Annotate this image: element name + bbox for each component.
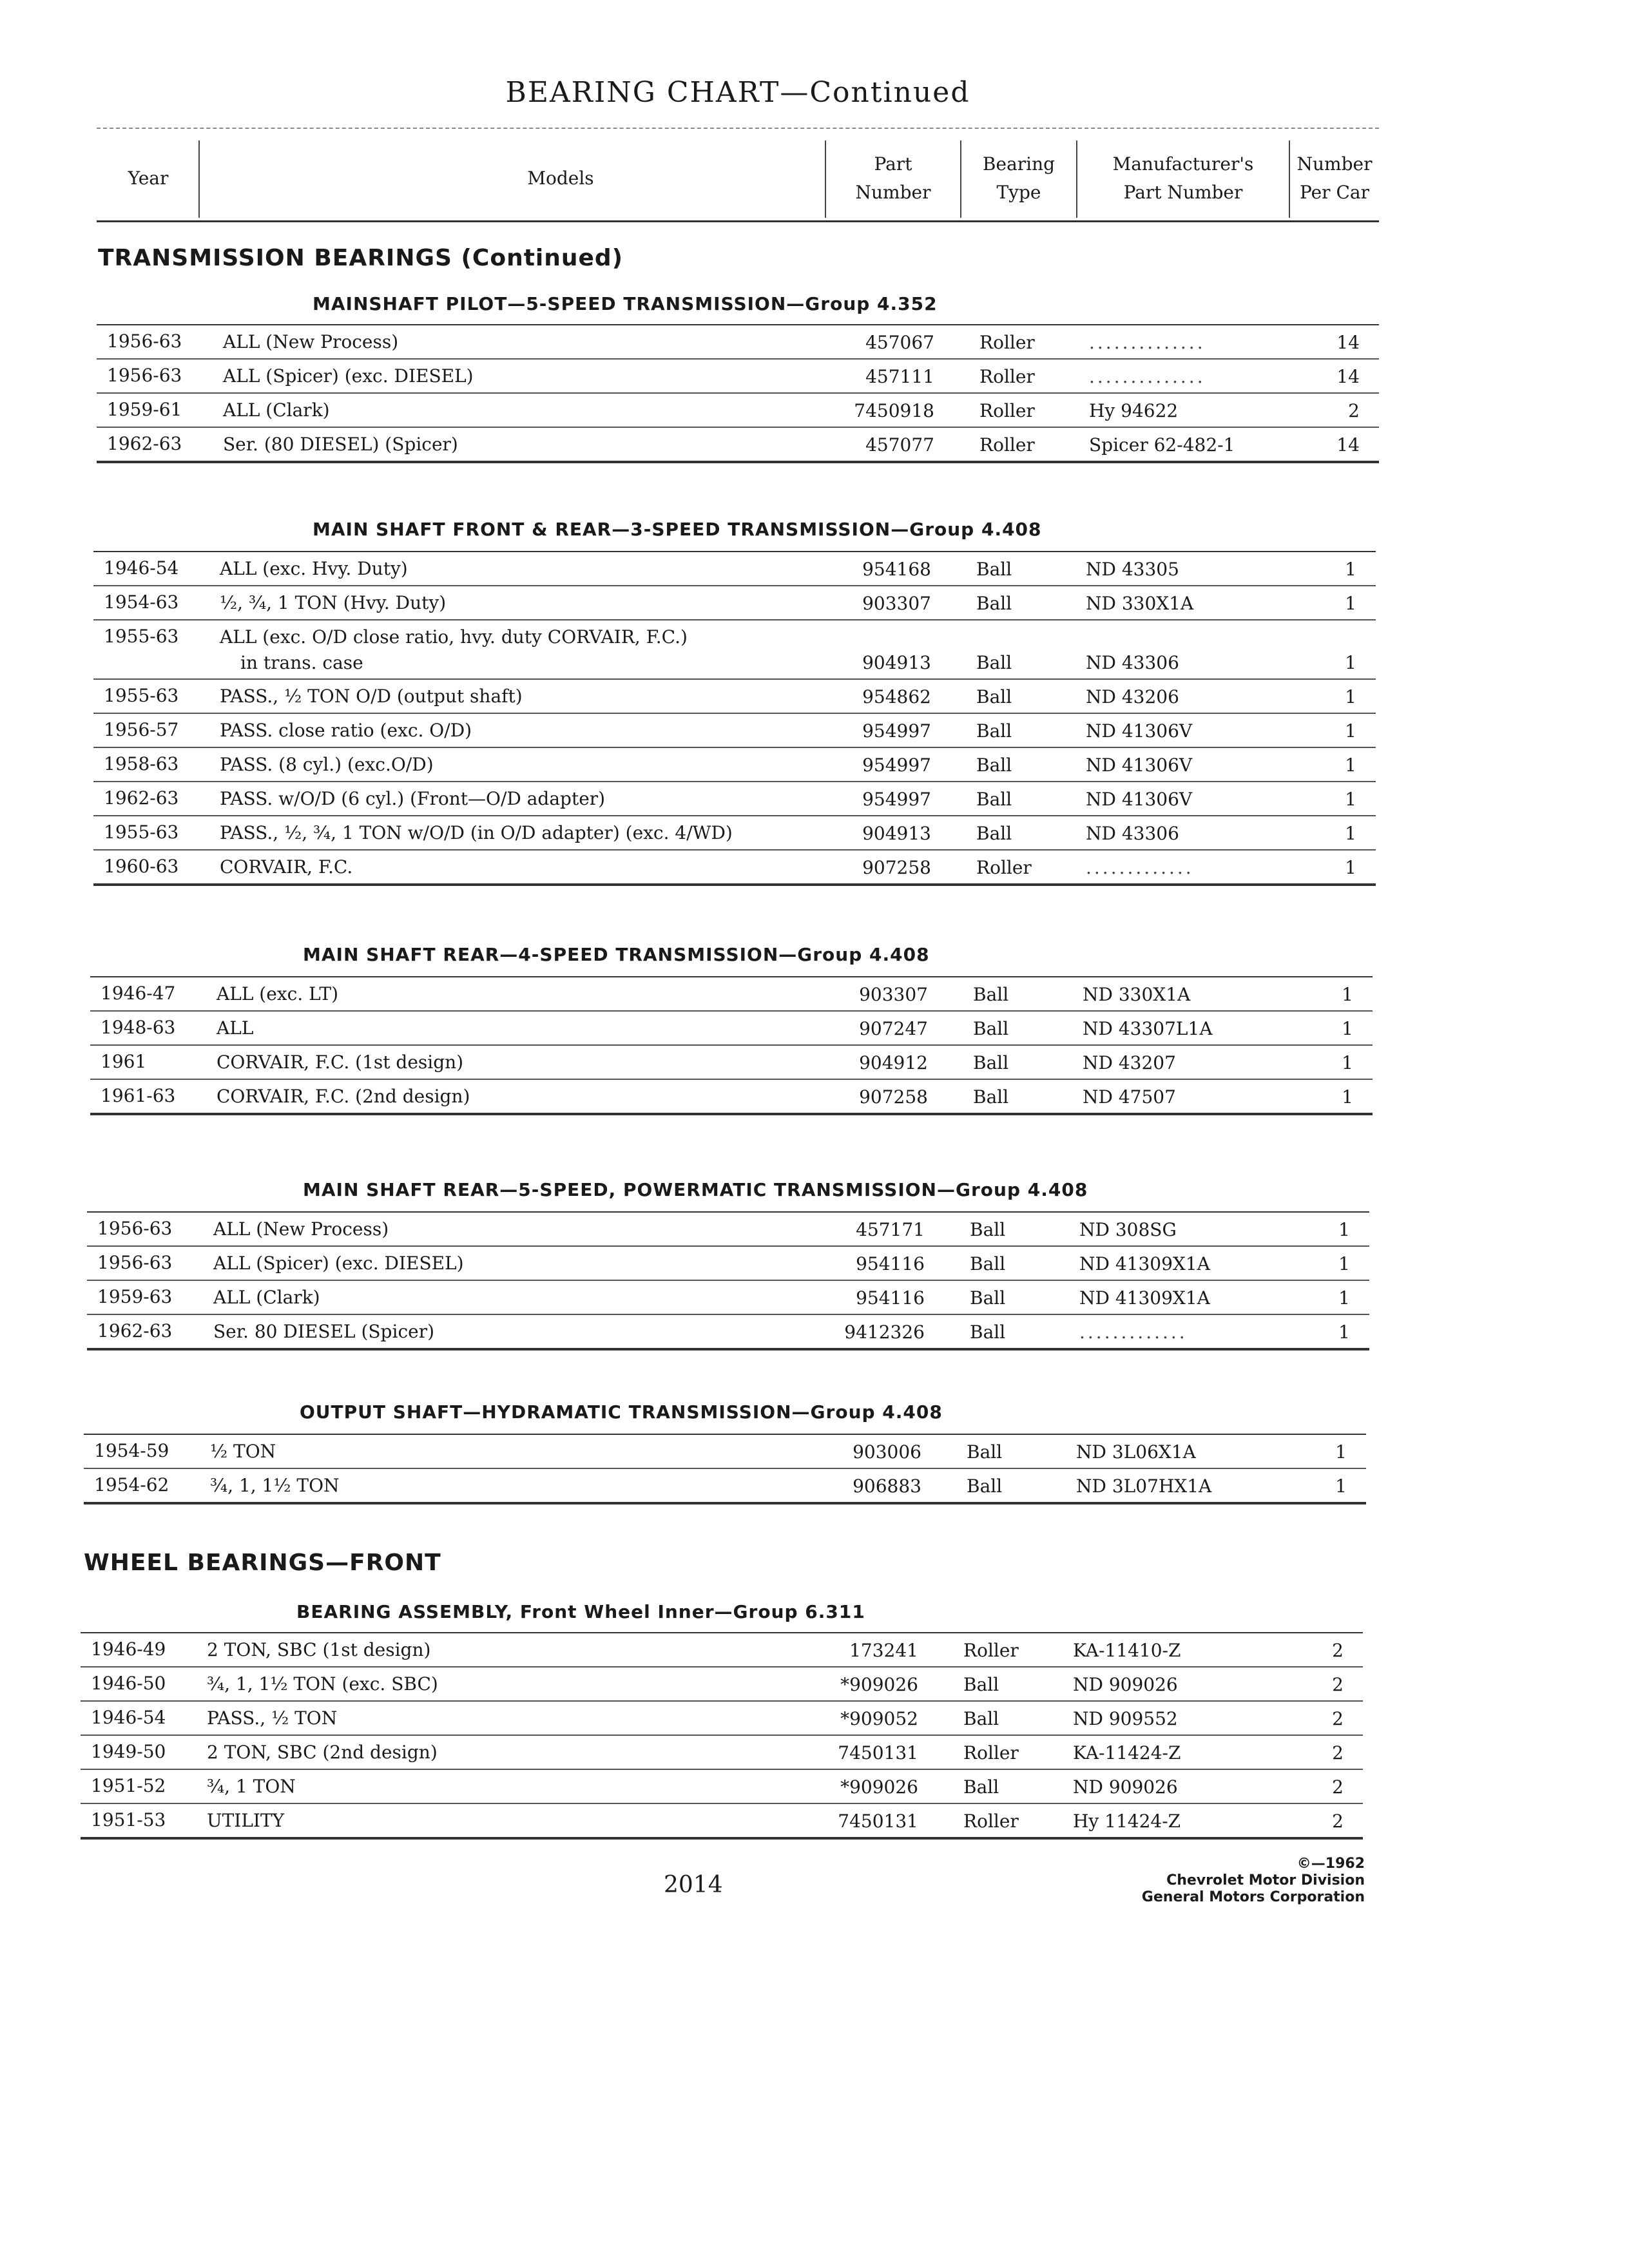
- page-title: BEARING CHART—Continued: [505, 76, 970, 109]
- mfr-part-number-cell: ND 909026: [1073, 1674, 1178, 1695]
- table-title: BEARING ASSEMBLY, Front Wheel Inner—Group 6.311: [296, 1601, 865, 1622]
- table-row: [87, 1281, 1369, 1315]
- bearing-type-cell: Ball: [963, 1674, 999, 1695]
- table-row: [90, 977, 1373, 1012]
- table-row: [93, 586, 1376, 620]
- part-number-cell: 9412326: [844, 1321, 925, 1343]
- table-row: [90, 1046, 1373, 1080]
- col-number-per-car: Number Per Car: [1296, 153, 1373, 203]
- number-per-car-cell: 1: [1338, 1287, 1350, 1309]
- table-row: [93, 680, 1376, 714]
- mfr-part-number-cell: ND 41306V: [1086, 720, 1193, 742]
- year-cell: 1948-63: [101, 1017, 176, 1038]
- mfr-part-number-cell: .............: [1086, 857, 1194, 878]
- section-wheel-title: WHEEL BEARINGS—FRONT: [84, 1550, 441, 1576]
- bearing-type-cell: Roller: [979, 400, 1035, 421]
- bearing-table: [97, 324, 1379, 463]
- part-number-cell: *909026: [840, 1776, 918, 1798]
- bearing-type-cell: Ball: [970, 1253, 1006, 1274]
- year-cell: 1956-57: [104, 719, 179, 740]
- model-cell: ALL (Spicer) (exc. DIESEL): [213, 1253, 464, 1274]
- bearing-type-cell: Ball: [976, 754, 1012, 776]
- number-per-car-cell: 1: [1345, 720, 1356, 742]
- part-number-cell: 7450918: [854, 400, 934, 421]
- number-per-car-cell: 1: [1345, 857, 1356, 878]
- bearing-type-cell: Ball: [970, 1287, 1006, 1309]
- table-row: [93, 816, 1376, 850]
- number-per-car-cell: 1: [1335, 1441, 1347, 1463]
- col-year: Year: [128, 168, 169, 189]
- table-row: [81, 1736, 1363, 1770]
- model-cell: PASS., ½, ¾, 1 TON w/O/D (in O/D adapter) (exc. 4/WD): [220, 822, 733, 843]
- mfr-part-number-cell: ND 909026: [1073, 1776, 1178, 1798]
- year-cell: 1956-63: [107, 331, 182, 352]
- mfr-part-number-cell: Hy 94622: [1089, 400, 1179, 421]
- mfr-part-number-cell: ND 41309X1A: [1079, 1287, 1210, 1309]
- table-row: [97, 360, 1379, 394]
- mfr-part-number-cell: ND 41306V: [1086, 789, 1193, 810]
- part-number-cell: 954116: [856, 1287, 925, 1309]
- bearing-type-cell: Roller: [963, 1742, 1019, 1763]
- year-cell: 1951-52: [91, 1775, 166, 1796]
- number-per-car-cell: 14: [1336, 366, 1360, 387]
- bearing-type-cell: Roller: [963, 1811, 1019, 1832]
- year-cell: 1946-47: [101, 983, 176, 1004]
- year-cell: 1962-63: [104, 787, 179, 809]
- bearing-table: [90, 976, 1373, 1115]
- model-cell: PASS. (8 cyl.) (exc.O/D): [220, 754, 434, 775]
- mfr-part-number-cell: ND 43207: [1083, 1052, 1176, 1073]
- bearing-type-cell: Ball: [976, 652, 1012, 673]
- table-row: [90, 1080, 1373, 1113]
- table-row: [97, 394, 1379, 428]
- bearing-type-cell: Ball: [976, 789, 1012, 810]
- part-number-cell: 904913: [862, 652, 931, 673]
- number-per-car-cell: 1: [1345, 593, 1356, 614]
- number-per-car-cell: 1: [1345, 754, 1356, 776]
- model-cell: ALL: [217, 1017, 254, 1039]
- model-cell: ¾, 1 TON: [207, 1776, 296, 1797]
- mfr-part-number-cell: Hy 11424-Z: [1073, 1811, 1181, 1832]
- page-number: 2014: [664, 1872, 723, 1898]
- year-cell: 1946-49: [91, 1639, 166, 1660]
- model-cell: ALL (New Process): [213, 1218, 389, 1240]
- number-per-car-cell: 1: [1342, 1086, 1353, 1108]
- bearing-type-cell: Ball: [970, 1219, 1006, 1240]
- table-row: [84, 1469, 1366, 1502]
- model-cell: ALL (exc. LT): [217, 983, 338, 1004]
- part-number-cell: 903307: [859, 984, 928, 1005]
- year-cell: 1951-53: [91, 1809, 166, 1831]
- year-cell: 1959-61: [107, 399, 182, 420]
- year-cell: 1962-63: [97, 1320, 173, 1341]
- model-cell: PASS. close ratio (exc. O/D): [220, 720, 472, 741]
- mfr-part-number-cell: KA-11410-Z: [1073, 1640, 1181, 1661]
- part-number-cell: *909026: [840, 1674, 918, 1695]
- mfr-part-number-cell: ND 308SG: [1079, 1219, 1177, 1240]
- table-title: OUTPUT SHAFT—HYDRAMATIC TRANSMISSION—Group 4.408: [300, 1401, 943, 1423]
- part-number-cell: 173241: [849, 1640, 918, 1661]
- mfr-part-number-cell: ND 43306: [1086, 652, 1179, 673]
- table-title: MAIN SHAFT REAR—5-SPEED, POWERMATIC TRANSMISSION—Group 4.408: [303, 1179, 1088, 1200]
- part-number-cell: 903006: [853, 1441, 921, 1463]
- bearing-type-cell: Ball: [973, 1086, 1009, 1108]
- table-row: [93, 850, 1376, 883]
- year-cell: 1956-63: [107, 365, 182, 386]
- number-per-car-cell: 1: [1342, 984, 1353, 1005]
- number-per-car-cell: 2: [1348, 400, 1360, 421]
- table-row: [84, 1435, 1366, 1469]
- mfr-part-number-cell: Spicer 62-482-1: [1089, 434, 1235, 456]
- model-cell: ALL (Clark): [213, 1287, 320, 1308]
- division: Chevrolet Motor Division: [1166, 1872, 1365, 1888]
- bearing-type-cell: Roller: [976, 857, 1032, 878]
- part-number-cell: 904913: [862, 823, 931, 844]
- table-row: [81, 1633, 1363, 1667]
- number-per-car-cell: 2: [1332, 1776, 1344, 1798]
- table-row: [93, 620, 1376, 680]
- section-transmission-title: TRANSMISSION BEARINGS (Continued): [98, 245, 624, 271]
- year-cell: 1954-62: [94, 1474, 169, 1495]
- year-cell: 1955-63: [104, 626, 179, 647]
- table-row: [87, 1247, 1369, 1281]
- model-cell: ½, ¾, 1 TON (Hvy. Duty): [220, 592, 447, 613]
- part-number-cell: 457171: [856, 1219, 925, 1240]
- col-models: Models: [527, 168, 594, 189]
- corporation: General Motors Corporation: [1141, 1889, 1365, 1905]
- part-number-cell: 7450131: [838, 1742, 918, 1763]
- number-per-car-cell: 2: [1332, 1811, 1344, 1832]
- table-row: [81, 1702, 1363, 1736]
- mfr-part-number-cell: .............: [1079, 1321, 1188, 1343]
- table-title: MAIN SHAFT REAR—4-SPEED TRANSMISSION—Group 4.408: [303, 944, 930, 965]
- year-cell: 1946-54: [104, 557, 179, 579]
- copyright-block: [1094, 1856, 1365, 1906]
- part-number-cell: 903307: [862, 593, 931, 614]
- table-row: [97, 428, 1379, 461]
- number-per-car-cell: 1: [1338, 1321, 1350, 1343]
- model-cell: UTILITY: [207, 1810, 285, 1831]
- model-cell: ALL (Clark): [223, 399, 330, 421]
- bearing-table: [93, 551, 1376, 886]
- bearing-type-cell: Ball: [967, 1475, 1003, 1497]
- year-cell: 1961: [101, 1051, 147, 1072]
- col-part-number: Part Number: [855, 153, 931, 203]
- number-per-car-cell: 1: [1342, 1018, 1353, 1039]
- year-cell: 1961-63: [101, 1085, 176, 1106]
- number-per-car-cell: 2: [1332, 1674, 1344, 1695]
- part-number-cell: 954862: [862, 686, 931, 707]
- bearing-type-cell: Ball: [967, 1441, 1003, 1463]
- mfr-part-number-cell: ND 3L06X1A: [1076, 1441, 1196, 1463]
- year-cell: 1954-63: [104, 591, 179, 613]
- part-number-cell: *909052: [840, 1708, 918, 1729]
- table-row: [93, 748, 1376, 782]
- part-number-cell: 907258: [859, 1086, 928, 1108]
- part-number-cell: 954997: [862, 789, 931, 810]
- part-number-cell: 954997: [862, 720, 931, 742]
- model-cell: ALL (exc. Hvy. Duty): [220, 558, 408, 579]
- model-cell: Ser. 80 DIESEL (Spicer): [213, 1321, 434, 1342]
- bearing-type-cell: Roller: [979, 434, 1035, 456]
- bearing-type-cell: Ball: [973, 1052, 1009, 1073]
- part-number-cell: 954997: [862, 754, 931, 776]
- year-cell: 1956-63: [97, 1252, 173, 1273]
- bearing-type-cell: Ball: [973, 1018, 1009, 1039]
- bearing-type-cell: Ball: [963, 1708, 999, 1729]
- model-line: in trans. case: [240, 652, 363, 673]
- table-row: [90, 1012, 1373, 1046]
- table-row: [97, 325, 1379, 360]
- mfr-part-number-cell: ..............: [1089, 366, 1206, 387]
- model-cell: Ser. (80 DIESEL) (Spicer): [223, 434, 458, 455]
- mfr-part-number-cell: ND 41309X1A: [1079, 1253, 1210, 1274]
- bearing-type-cell: Roller: [979, 332, 1035, 353]
- year-cell: 1960-63: [104, 856, 179, 877]
- model-cell: PASS., ½ TON: [207, 1707, 338, 1729]
- mfr-part-number-cell: ND 909552: [1073, 1708, 1178, 1729]
- number-per-car-cell: 2: [1332, 1742, 1344, 1763]
- number-per-car-cell: 1: [1338, 1219, 1350, 1240]
- table-row: [87, 1213, 1369, 1247]
- table-row: [93, 552, 1376, 586]
- part-number-cell: 457067: [865, 332, 934, 353]
- model-cell: PASS., ½ TON O/D (output shaft): [220, 686, 523, 707]
- mfr-part-number-cell: ND 3L07HX1A: [1076, 1475, 1212, 1497]
- part-number-cell: 954168: [862, 559, 931, 580]
- model-cell: [220, 624, 688, 676]
- number-per-car-cell: 2: [1332, 1640, 1344, 1661]
- bearing-type-cell: Ball: [976, 686, 1012, 707]
- year-cell: 1955-63: [104, 822, 179, 843]
- bearing-type-cell: Roller: [979, 366, 1035, 387]
- mfr-part-number-cell: ND 41306V: [1086, 754, 1193, 776]
- bearing-table: [87, 1211, 1369, 1350]
- mfr-part-number-cell: ND 43305: [1086, 559, 1179, 580]
- year-cell: 1946-50: [91, 1673, 166, 1694]
- part-number-cell: 907247: [859, 1018, 928, 1039]
- part-number-cell: 457111: [865, 366, 934, 387]
- year-cell: 1959-63: [97, 1286, 173, 1307]
- number-per-car-cell: 1: [1345, 652, 1356, 673]
- year-cell: 1962-63: [107, 433, 182, 454]
- bearing-type-cell: Ball: [973, 984, 1009, 1005]
- part-number-cell: 906883: [853, 1475, 921, 1497]
- bearing-type-cell: Ball: [976, 559, 1012, 580]
- bearing-type-cell: Ball: [963, 1776, 999, 1798]
- table-row: [87, 1315, 1369, 1348]
- table-row: [93, 782, 1376, 816]
- model-cell: ½ TON: [210, 1441, 276, 1462]
- number-per-car-cell: 1: [1345, 823, 1356, 844]
- model-cell: 2 TON, SBC (1st design): [207, 1639, 431, 1660]
- bearing-table: [84, 1434, 1366, 1504]
- copyright: ©—1962: [1296, 1856, 1365, 1872]
- column-header: [97, 128, 1379, 222]
- part-number-cell: 457077: [865, 434, 934, 456]
- year-cell: 1958-63: [104, 753, 179, 774]
- mfr-part-number-cell: ND 330X1A: [1083, 984, 1191, 1005]
- bearing-type-cell: Ball: [976, 823, 1012, 844]
- year-cell: 1946-54: [91, 1707, 166, 1728]
- part-number-cell: 907258: [862, 857, 931, 878]
- part-number-cell: 954116: [856, 1253, 925, 1274]
- number-per-car-cell: 14: [1336, 434, 1360, 456]
- bearing-type-cell: Ball: [976, 720, 1012, 742]
- number-per-car-cell: 1: [1342, 1052, 1353, 1073]
- mfr-part-number-cell: ND 43206: [1086, 686, 1179, 707]
- part-number-cell: 7450131: [838, 1811, 918, 1832]
- number-per-car-cell: 1: [1338, 1253, 1350, 1274]
- mfr-part-number-cell: ND 47507: [1083, 1086, 1176, 1108]
- mfr-part-number-cell: ND 43307L1A: [1083, 1018, 1213, 1039]
- number-per-car-cell: 2: [1332, 1708, 1344, 1729]
- table-title: MAINSHAFT PILOT—5-SPEED TRANSMISSION—Group 4.352: [313, 293, 938, 314]
- mfr-part-number-cell: ..............: [1089, 332, 1206, 353]
- model-cell: ¾, 1, 1½ TON: [210, 1475, 340, 1496]
- mfr-part-number-cell: ND 330X1A: [1086, 593, 1194, 614]
- col-bearing-type: Bearing Type: [982, 153, 1055, 203]
- table-row: [81, 1770, 1363, 1804]
- model-cell: CORVAIR, F.C. (2nd design): [217, 1086, 470, 1107]
- bearing-type-cell: Ball: [970, 1321, 1006, 1343]
- number-per-car-cell: 1: [1345, 559, 1356, 580]
- number-per-car-cell: 1: [1345, 789, 1356, 810]
- year-cell: 1955-63: [104, 685, 179, 706]
- col-mfr-part-number: Manufacturer's Part Number: [1112, 153, 1254, 203]
- year-cell: 1949-50: [91, 1741, 166, 1762]
- table-row: [93, 714, 1376, 748]
- number-per-car-cell: 1: [1335, 1475, 1347, 1497]
- number-per-car-cell: 1: [1345, 686, 1356, 707]
- mfr-part-number-cell: ND 43306: [1086, 823, 1179, 844]
- bearing-type-cell: Roller: [963, 1640, 1019, 1661]
- model-cell: CORVAIR, F.C.: [220, 856, 353, 878]
- model-cell: PASS. w/O/D (6 cyl.) (Front—O/D adapter): [220, 788, 606, 809]
- model-cell: ALL (New Process): [223, 331, 399, 352]
- table-row: [81, 1804, 1363, 1837]
- bearing-table: [81, 1632, 1363, 1840]
- mfr-part-number-cell: KA-11424-Z: [1073, 1742, 1181, 1763]
- model-line: ALL (exc. O/D close ratio, hvy. duty CORVAIR, F.C.): [220, 626, 688, 648]
- model-cell: CORVAIR, F.C. (1st design): [217, 1052, 464, 1073]
- table-title: MAIN SHAFT FRONT & REAR—3-SPEED TRANSMISSION—Group 4.408: [313, 519, 1042, 540]
- model-cell: ¾, 1, 1½ TON (exc. SBC): [207, 1673, 438, 1695]
- part-number-cell: 904912: [859, 1052, 928, 1073]
- model-cell: 2 TON, SBC (2nd design): [207, 1742, 438, 1763]
- year-cell: 1956-63: [97, 1218, 173, 1239]
- year-cell: 1954-59: [94, 1440, 169, 1461]
- table-row: [81, 1667, 1363, 1702]
- model-cell: ALL (Spicer) (exc. DIESEL): [223, 365, 474, 387]
- number-per-car-cell: 14: [1336, 332, 1360, 353]
- bearing-type-cell: Ball: [976, 593, 1012, 614]
